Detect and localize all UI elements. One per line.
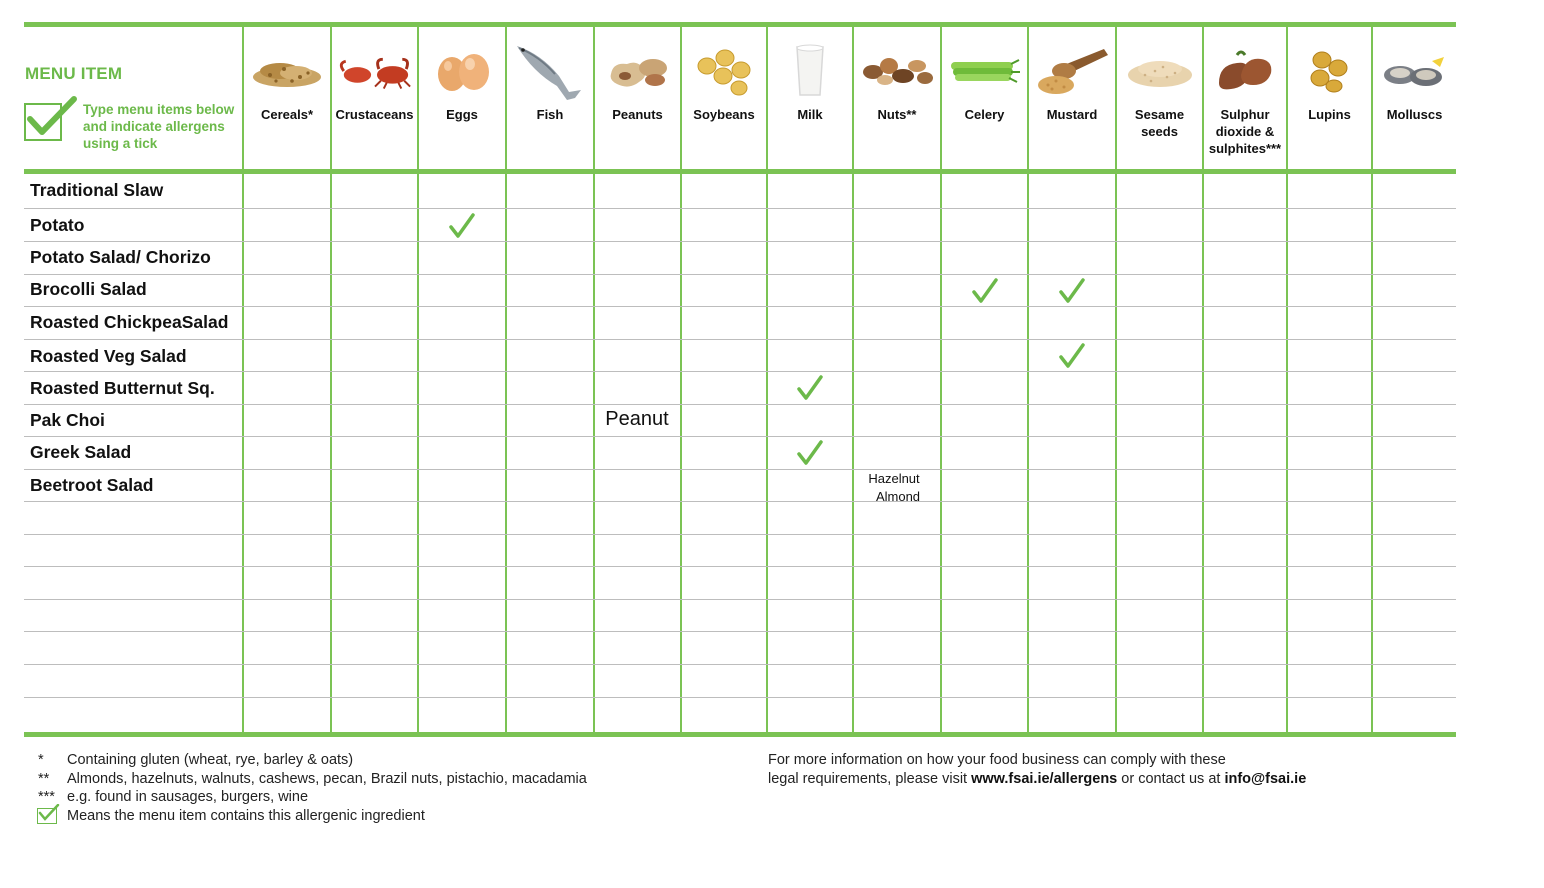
column-label: Lupins — [1308, 107, 1351, 122]
info-mid: or contact us at — [1117, 771, 1225, 787]
column-label: Molluscs — [1386, 107, 1443, 122]
footnote-marker: * — [38, 752, 44, 768]
row-divider — [24, 371, 1456, 372]
legend-tick-icon — [37, 808, 57, 824]
cereals-icon — [248, 40, 326, 102]
top-border — [24, 22, 1456, 27]
row-divider — [24, 599, 1456, 600]
tick-icon[interactable] — [1058, 342, 1086, 375]
molluscs-icon — [1376, 40, 1454, 102]
column-header-lupins — [1288, 40, 1371, 165]
menu-item-roasted-chickpea-salad[interactable]: Roasted ChickpeaSalad — [30, 312, 229, 332]
menu-item-potato-salad-chorizo[interactable]: Potato Salad/ Chorizo — [30, 247, 211, 267]
column-header-cereals — [245, 40, 329, 165]
row-divider — [24, 501, 1456, 502]
row-divider — [24, 306, 1456, 307]
column-label: Celery — [964, 107, 1005, 122]
column-header-mustard — [1029, 40, 1115, 165]
tick-icon[interactable] — [1058, 277, 1086, 310]
peanuts-icon — [599, 40, 677, 102]
row-divider — [24, 664, 1456, 665]
row-divider — [24, 697, 1456, 698]
footnote-marker: *** — [38, 789, 55, 805]
column-header-nuts — [854, 40, 940, 165]
column-label: Sesame seeds — [1134, 107, 1185, 139]
cell-nuts-line1[interactable]: Hazelnut — [868, 471, 920, 486]
column-label: Mustard — [1046, 107, 1098, 122]
info-line1: For more information on how your food business can comply with these — [768, 752, 1226, 768]
column-label: Peanuts — [612, 107, 663, 122]
row-divider — [24, 566, 1456, 567]
column-label: Nuts** — [877, 107, 917, 122]
menu-item-title: MENU ITEM — [25, 64, 123, 83]
crustaceans-icon — [336, 40, 414, 102]
row-divider — [24, 469, 1456, 470]
menu-item-roasted-butternut[interactable]: Roasted Butternut Sq. — [30, 378, 215, 398]
column-label: Soybeans — [693, 107, 755, 122]
row-divider — [24, 436, 1456, 437]
info-prefix: legal requirements, please visit — [768, 771, 972, 787]
lupins-icon — [1291, 40, 1369, 102]
column-header-sesame — [1117, 40, 1202, 165]
column-header-crustaceans — [332, 40, 417, 165]
tick-icon[interactable] — [796, 374, 824, 407]
column-header-molluscs — [1373, 40, 1456, 165]
row-divider — [24, 274, 1456, 275]
tick-icon[interactable] — [448, 212, 476, 245]
sesame-icon — [1121, 40, 1199, 102]
row-divider — [24, 631, 1456, 632]
row-divider — [24, 339, 1456, 340]
column-header-peanuts — [595, 40, 680, 165]
info-line2 — [768, 770, 1306, 789]
column-header-sulphites — [1204, 40, 1286, 165]
footnote-text: Almonds, hazelnuts, walnuts, cashews, pecan, Brazil nuts, pistachio, macadamia — [67, 771, 587, 787]
menu-item-pak-choi[interactable]: Pak Choi — [30, 410, 105, 430]
cell-nuts-line2[interactable]: Almond — [875, 489, 921, 504]
column-label: Eggs — [446, 107, 478, 122]
menu-item-brocolli-salad[interactable]: Brocolli Salad — [30, 279, 147, 299]
tick-box-icon — [24, 103, 62, 141]
column-header-milk — [768, 40, 852, 165]
nuts-icon — [858, 40, 936, 102]
fsai-allergens-link[interactable]: www.fsai.ie/allergens — [971, 771, 1118, 787]
column-label: Cereals* — [260, 107, 314, 122]
row-divider — [24, 241, 1456, 242]
tick-icon[interactable] — [796, 439, 824, 472]
fish-icon — [511, 40, 589, 102]
column-header-soybeans — [682, 40, 766, 165]
milk-icon — [771, 40, 849, 102]
mustard-icon — [1033, 40, 1111, 102]
menu-item-beetroot-salad[interactable]: Beetroot Salad — [30, 475, 154, 495]
menu-item-traditional-slaw[interactable]: Traditional Slaw — [30, 180, 164, 200]
cell-peanut-text[interactable]: Peanut — [605, 408, 669, 430]
column-header-fish — [507, 40, 593, 165]
eggs-icon — [423, 40, 501, 102]
footnote-text: Means the menu item contains this allergenic ingredient — [67, 808, 425, 824]
sulphites-icon — [1206, 40, 1284, 102]
column-header-eggs — [419, 40, 505, 165]
row-divider — [24, 534, 1456, 535]
column-label: Sulphur dioxide & sulphites*** — [1208, 107, 1282, 156]
fsai-email-link[interactable]: info@fsai.ie — [1224, 771, 1307, 787]
header-divider — [24, 169, 1456, 174]
tick-icon[interactable] — [971, 277, 999, 310]
footnote-text: Containing gluten (wheat, rye, barley & oats) — [67, 752, 354, 768]
column-label: Milk — [797, 107, 823, 122]
column-label: Fish — [536, 107, 564, 122]
row-divider — [24, 208, 1456, 209]
soybeans-icon — [685, 40, 763, 102]
celery-icon — [946, 40, 1024, 102]
footnote-marker: ** — [38, 771, 50, 787]
instructions-text: Type menu items below and indicate allergens using a tick — [83, 102, 235, 151]
menu-item-greek-salad[interactable]: Greek Salad — [30, 442, 132, 462]
bottom-border — [24, 732, 1456, 737]
menu-item-roasted-veg-salad[interactable]: Roasted Veg Salad — [30, 346, 187, 366]
column-header-celery — [942, 40, 1027, 165]
menu-item-potato[interactable]: Potato — [30, 215, 85, 235]
row-divider — [24, 404, 1456, 405]
column-label: Crustaceans — [335, 107, 414, 122]
footnote-text: e.g. found in sausages, burgers, wine — [67, 789, 309, 805]
